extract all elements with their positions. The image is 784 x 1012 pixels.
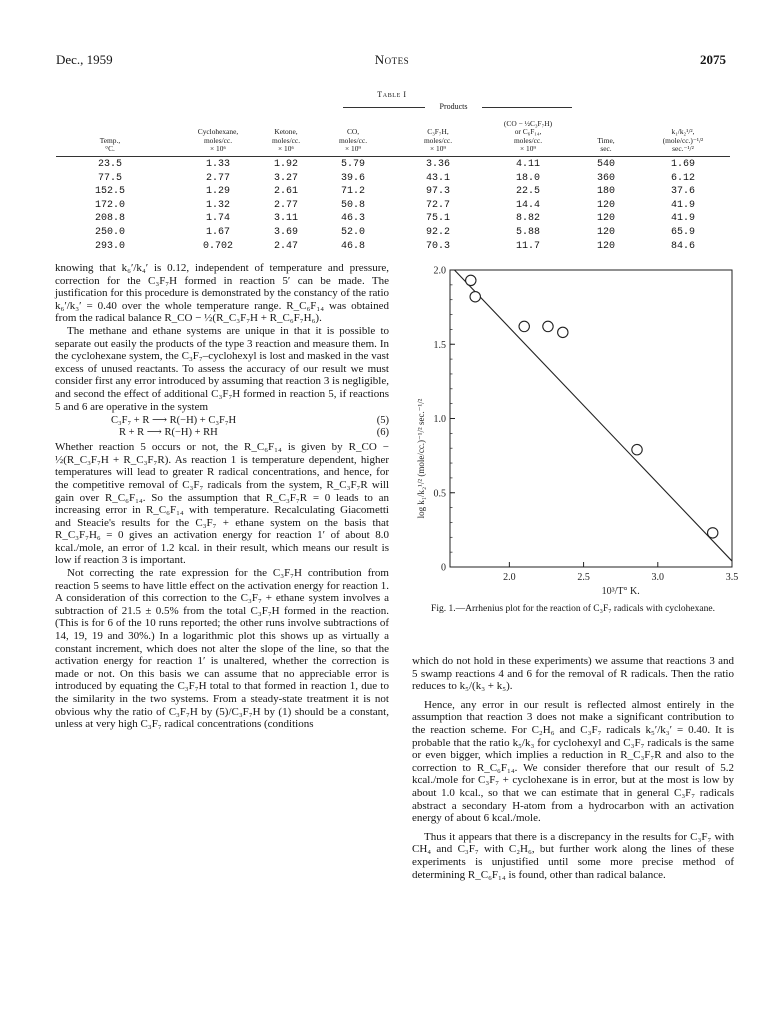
table-cell: 250.0 [94, 227, 125, 238]
column-header-line: moles/cc. [271, 135, 301, 145]
paragraph: Not correcting the rate expression for the C₃F₇H contribution from reaction 5 seems to have little effect on the activation energy for reaction 1. A consideration of this correction to the C₃F₇ + ethane system involves a subtraction of 21.5 ± 0.5% from the total C₃F₇H formed in the reaction. (This is for 6 of the 10 runs reported; the other runs involve subtractions of 14, 19, 19 and 30%.) In a logarithmic plot this shows up as virtually a constant increment, which does not alter the slope of the line, so that the activation energy for reaction 1′ is unaltered, whether the correction is made or not. On this basis we can assume that no appreciable error is introduced by equating the C₃F₇H total to that formed in reaction 1, due to the similarity in the two systems. From a steady-state treatment it is not obvious why the ratio of C₃F₇H by (5)/C₃F₇H by (1) should be a constant, unless at very high C₃F₇ radical concentrations (conditions [55, 567, 389, 731]
data-point [708, 528, 718, 538]
table-cell: 1.74 [205, 213, 230, 225]
table-cell: 2.47 [273, 240, 298, 252]
running-header-date: Dec., 1959 [56, 52, 113, 67]
table-header-rule [56, 156, 730, 157]
table-cell: 50.8 [340, 199, 365, 211]
table-cell: 72.7 [425, 199, 450, 211]
column-header-line: sec.⁻¹/² [672, 143, 694, 153]
column-header-line: (CO − ½C₃F₇H) [503, 119, 553, 129]
equation-6 [55, 427, 389, 439]
table-cell: 2.77 [273, 199, 298, 211]
table-row [0, 160, 784, 173]
column-header-line: C₃F₇H, [427, 127, 449, 137]
y-tick-label: 1.0 [433, 414, 446, 425]
column-header-line: moles/cc. [513, 135, 543, 145]
y-tick-label: 1.5 [433, 339, 446, 351]
column-header-line: Temp., [99, 135, 121, 145]
page-number: 2075 [700, 52, 726, 67]
table-cell: 1.32 [205, 199, 230, 211]
table-cell: 41.9 [670, 213, 695, 225]
table-cell: 39.6 [340, 172, 365, 184]
table-cell: 70.3 [425, 240, 450, 252]
table-cell: 5.79 [340, 159, 365, 170]
table-cell: 75.1 [425, 213, 450, 225]
data-point [558, 327, 568, 337]
table-cell: 4.11 [515, 159, 540, 170]
column-header [70, 137, 150, 153]
table-cell: 3.11 [273, 213, 298, 225]
table-cell: 293.0 [94, 240, 125, 252]
table-cell: 2.77 [205, 172, 230, 184]
table-cell: 120 [596, 240, 615, 252]
table-row [0, 201, 784, 214]
x-tick-label: 3.5 [725, 572, 739, 583]
column-header [480, 120, 576, 153]
column-header-line: k₁/k₂¹/², [671, 127, 695, 137]
column-header [313, 128, 393, 153]
table-cell: 0.702 [202, 240, 233, 252]
table-cell: 22.5 [515, 186, 540, 198]
products-rule-left [343, 107, 425, 108]
paragraph: which do not hold in these experiments) we assume that reactions 3 and 5 swamp reactions 4 and 6 for the removal of R radicals. Then the ratio reduces to k₅/(k₃ + k₅). [412, 655, 734, 693]
x-tick-label: 2.5 [577, 572, 590, 583]
column-header-line: °C. [105, 143, 115, 153]
table-cell: 360 [596, 172, 615, 184]
data-point [543, 321, 553, 331]
column-header-line: × 10⁶ [278, 143, 294, 153]
right-text-column [412, 655, 734, 881]
table-row [0, 174, 784, 187]
table-cell: 2.61 [273, 186, 298, 198]
paragraph: The methane and ethane systems are unique in that it is possible to separate out easily the products of the type 3 reaction and measure them. In the cyclohexane system, the C₃F₇–cyclohexyl is lost and masked in the vast excess of unused reactants. To assess the accuracy of our result we must consider first any error introduced by assuming that reaction 3 is negligible, and second the effect of additional C₃F₇H formed in reaction 5, if reactions 5 and 6 are operative in the system [55, 324, 389, 413]
table-row [0, 187, 784, 200]
table-cell: 152.5 [94, 186, 125, 198]
column-header-line: × 10⁶ [210, 143, 226, 153]
equation-number: (5) [376, 415, 389, 427]
table-title: Table I [377, 90, 407, 99]
column-header [398, 128, 478, 153]
table-cell: 14.4 [515, 199, 540, 211]
products-group-header: Products [439, 102, 468, 111]
table-cell: 92.2 [425, 227, 450, 238]
plot-frame [450, 270, 732, 567]
table-row [0, 214, 784, 227]
table-cell: 120 [596, 227, 615, 238]
table-cell: 37.6 [670, 186, 695, 198]
column-header-line: × 10⁹ [345, 143, 361, 153]
table-cell: 65.9 [670, 227, 695, 238]
paragraph: knowing that k₆′/k₄′ is 0.12, independent of temperature and pressure, correction for the C₃F₇H formed in reaction 5′ can be made. The justification for this procedure is demonstrated by the constancy of the ratio k₆′/k₃′ = 0.40 over the whole temperature range. R_C₆F₁₄ was obtained from the radical balance R_CO − ½(R_C₃F₇H + R_C₆F₇H₆). [55, 262, 389, 325]
figure-caption: Fig. 1.—Arrhenius plot for the reaction of C₃F₇ radicals with cyclohexane. [431, 604, 715, 614]
column-header-line: moles/cc. [423, 135, 453, 145]
data-point [519, 321, 529, 331]
table-cell: 1.29 [205, 186, 230, 198]
column-header-line: × 10⁹ [430, 143, 446, 153]
paragraph: Hence, any error in our result is reflected almost entirely in the assumption that reaction 3 does not make a significant contribution to the reaction scheme. For C₂H₆ and C₃F₇ radicals k₅′/k₃′ = 0.40. It is probable that the ratio k₅/k₃ for cyclohexyl and C₃F₇ radicals is the same or even bigger, which implies a reduction in R_C₃F₇R and also to the correction to R_C₆F₁₄. We consider therefore that our result of 5.2 kcal./mole for C₃F₇ + cyclohexane is in error, but at the most is low by about 1.0 kcal., so that we can estimate that in general C₃F₇ radicals abstract a secondary H-atom from a hydrocarbon with an activation energy of about 6 kcal./mole. [412, 698, 734, 825]
data-point [470, 292, 480, 302]
y-tick-label: 0 [441, 562, 446, 574]
table-cell: 3.36 [425, 159, 450, 170]
table-cell: 77.5 [97, 172, 122, 184]
table-cell: 1.92 [273, 159, 298, 170]
equation-text: R + R ⟶ R(−H) + RH [119, 427, 218, 439]
plot-svg [410, 262, 739, 602]
running-header-section: Notes [374, 52, 410, 67]
table-row [0, 242, 784, 255]
table-cell: 84.6 [670, 240, 695, 252]
equation-text: C₃F₇ + R ⟶ R(−H) + C₃F₇H [111, 415, 237, 427]
column-header-line: × 10⁹ [520, 143, 536, 153]
fit-line [454, 270, 732, 561]
arrhenius-plot [410, 262, 739, 602]
table-cell: 1.33 [205, 159, 230, 170]
data-table [0, 0, 784, 260]
table-cell: 172.0 [94, 199, 125, 211]
table-cell: 41.9 [670, 199, 695, 211]
column-header-line: Cyclohexane, [197, 127, 239, 137]
column-header-line: moles/cc. [338, 135, 368, 145]
column-header-line: Time, [597, 135, 615, 145]
column-header-line: moles/cc. [203, 135, 233, 145]
table-cell: 52.0 [340, 227, 365, 238]
table-cell: 540 [596, 159, 615, 170]
table-cell: 46.3 [340, 213, 365, 225]
y-tick-label: 0.5 [433, 488, 446, 500]
table-cell: 120 [596, 213, 615, 225]
paragraph: Thus it appears that there is a discrepancy in the results for C₃F₇ with CH₄ and C₃F₇ with C₂H₆, but further work along the lines of these experiments is unjustified until some more precise method of determining R_C₆F₁₄ is found, other than radical balance. [412, 830, 734, 881]
column-header-line: or C₆F₁₄, [514, 127, 542, 137]
table-cell: 5.88 [515, 227, 540, 238]
table-row [0, 228, 784, 241]
x-axis-label: 10³/T° K. [601, 586, 640, 597]
equation-number: (6) [376, 427, 389, 439]
table-cell: 180 [596, 186, 615, 198]
data-point [466, 275, 476, 285]
products-rule-right [482, 107, 572, 108]
column-header-line: Ketone, [274, 127, 298, 137]
table-cell: 23.5 [97, 159, 122, 170]
x-tick-label: 2.0 [503, 572, 516, 583]
column-header [566, 137, 646, 153]
y-axis-label: log k₁/k₂¹/² (mole/cc.)⁻¹/² sec.⁻¹/² [416, 398, 426, 519]
table-cell: 1.67 [205, 227, 230, 238]
table-cell: 97.3 [425, 186, 450, 198]
paragraph: Whether reaction 5 occurs or not, the R_C₆F₁₄ is given by R_CO − ½(R_C₃F₇H + R_C₃F₇R). As reaction 1 is temperature dependent, higher temperatures will lead to greater R radical concentrations, and hence, for the competitive removal of C₃F₇ radicals from the system, R_C₃F₇R will gain over R_C₆F₁₄. So the assumption that R_C₃F₇R = 0 leads to an increasing error in R_C₆F₁₄ with temperature. Recalculating Giacometti and Steacie's results for the C₃F₇ + ethane system on the basis that R_C₃F₇H₆ = 0 gives an activation energy for reaction 1′ of about 8.0 kcal./mole, an error of 1.2 kcal. in their result, which means our result is low if reaction 3 is important. [55, 441, 389, 567]
table-cell: 43.1 [425, 172, 450, 184]
table-cell: 11.7 [515, 240, 540, 252]
y-tick-label: 2.0 [433, 265, 446, 277]
table-cell: 8.82 [515, 213, 540, 225]
column-header [643, 128, 723, 153]
column-header-line: (mole/cc.)⁻¹/² [662, 135, 704, 145]
left-text-column [55, 262, 389, 731]
table-cell: 120 [596, 199, 615, 211]
table-cell: 208.8 [94, 213, 125, 225]
table-cell: 71.2 [340, 186, 365, 198]
table-cell: 1.69 [670, 159, 695, 170]
table-cell: 18.0 [515, 172, 540, 184]
table-cell: 3.27 [273, 172, 298, 184]
equation-5 [55, 415, 389, 427]
table-cell: 46.8 [340, 240, 365, 252]
table-cell: 6.12 [670, 172, 695, 184]
table-cell: 3.69 [273, 227, 298, 238]
column-header-line: sec. [600, 143, 612, 153]
x-tick-label: 3.0 [651, 572, 665, 583]
column-header-line: CO, [346, 127, 360, 137]
data-point [632, 444, 642, 454]
